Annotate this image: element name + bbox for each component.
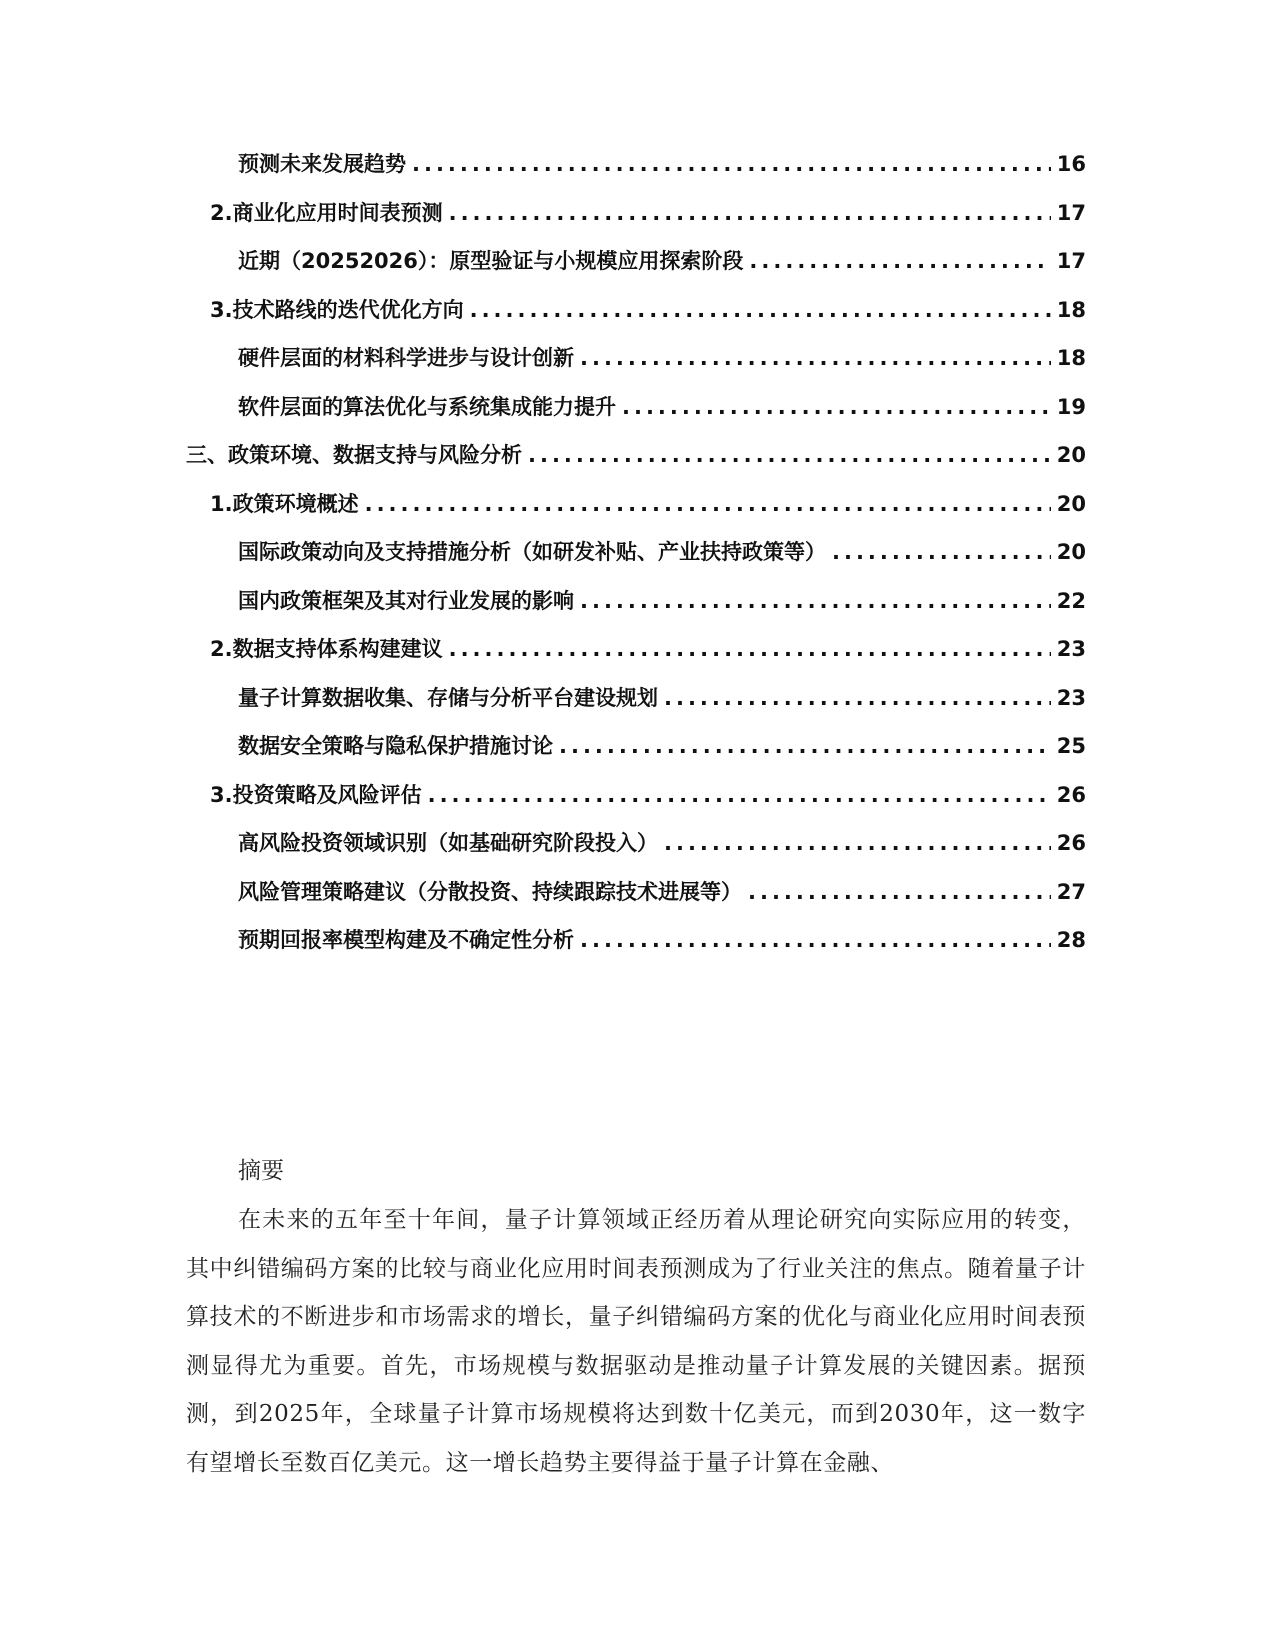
toc-entry-page: 28: [1056, 928, 1086, 952]
toc-entry[interactable]: [186, 528, 1086, 577]
toc-entry-page: 26: [1056, 782, 1086, 807]
toc-entry[interactable]: [186, 916, 1086, 965]
toc-leader-dots: [580, 577, 1051, 626]
toc-leader-dots: [748, 868, 1051, 917]
abstract-section: [186, 1148, 1086, 1487]
toc-entry[interactable]: [186, 237, 1086, 286]
toc-entry-page: 20: [1056, 491, 1086, 516]
toc-leader-dots: [559, 722, 1051, 771]
toc-entry-label: 商业化应用时间表预测: [232, 200, 443, 225]
toc-entry-page: 20: [1056, 443, 1086, 467]
toc-entry-page: 18: [1056, 346, 1086, 370]
toc-leader-dots: [832, 528, 1051, 577]
toc-leader-dots: [528, 431, 1051, 480]
toc-leader-dots: [412, 140, 1051, 189]
toc-entry-page: 20: [1056, 540, 1086, 564]
toc-leader-dots: [749, 237, 1050, 286]
toc-leader-dots: [580, 916, 1051, 965]
toc-entry-label: 投资策略及风险评估: [232, 782, 422, 807]
toc-entry-page: 22: [1056, 588, 1086, 613]
toc-leader-dots: [365, 480, 1051, 529]
toc-entry[interactable]: [186, 722, 1086, 771]
abstract-heading: 摘要: [238, 1158, 284, 1184]
toc-entry[interactable]: [186, 674, 1086, 723]
toc-entry-label: 软件层面的算法优化与系统集成能力提升: [238, 394, 616, 419]
toc-entry-label: 量子计算数据收集、存储与分析平台建设规划: [238, 685, 658, 710]
toc-entry-page: 18: [1056, 297, 1086, 322]
toc-entry[interactable]: [186, 577, 1086, 626]
toc-leader-dots: [449, 189, 1051, 238]
toc-entry-label: 高风险投资领域识别（如基础研究阶段投入）: [238, 831, 658, 855]
toc-entry[interactable]: [186, 819, 1086, 868]
toc-entry-label: 风险管理策略建议（分散投资、持续跟踪技术进展等）: [238, 879, 742, 904]
toc-entry-page: 26: [1056, 831, 1086, 855]
toc-entry-page: 23: [1056, 637, 1086, 661]
toc-entry-label: 政策环境概述: [232, 491, 359, 516]
toc-entry[interactable]: [186, 334, 1086, 383]
toc-entry-number: 2.: [210, 200, 233, 225]
abstract-paragraph: 在未来的五年至十年间，量子计算领域正经历着从理论研究向实际应用的转变，其中纠错编码方案的比较与商业化应用时间表预测成为了行业关注的焦点。随着量子计算技术的不断进步和市场需求的增长，量子纠错编码方案的优化与商业化应用时间表预测显得尤为重要。首先，市场规模与数据驱动是推动量子计算发展的关键因素。据预测，到2025年，全球量子计算市场规模将达到数十亿美元，而到2030年，这一数字有望增长至数百亿美元。这一增长趋势主要得益于量子计算在金融、: [186, 1207, 1086, 1476]
toc-entry[interactable]: [186, 431, 1086, 480]
toc-entry-page: 16: [1056, 152, 1086, 176]
toc-entry-label: 近期（20252026）：原型验证与小规模应用探索阶段: [238, 249, 744, 273]
toc-entry-number: 3.: [210, 782, 233, 807]
toc-entry[interactable]: [186, 868, 1086, 917]
toc-entry-label: 三、政策环境、数据支持与风险分析: [186, 443, 522, 467]
toc-leader-dots: [664, 819, 1051, 868]
toc-leader-dots: [449, 625, 1051, 674]
toc-leader-dots: [622, 383, 1051, 432]
toc-entry-number: 3.: [210, 297, 233, 322]
toc-leader-dots: [428, 771, 1051, 820]
toc-leader-dots: [470, 286, 1051, 335]
toc-entry[interactable]: [186, 383, 1086, 432]
toc-entry[interactable]: [186, 480, 1086, 529]
toc-entry-page: 17: [1056, 200, 1086, 225]
toc-entry[interactable]: [186, 625, 1086, 674]
toc-entry-label: 国内政策框架及其对行业发展的影响: [238, 588, 574, 613]
toc-entry-number: 2.: [210, 637, 233, 661]
toc-entry-label: 预测未来发展趋势: [238, 152, 406, 176]
toc-entry-label: 数据安全策略与隐私保护措施讨论: [238, 734, 553, 758]
table-of-contents: [186, 140, 1086, 965]
toc-entry-page: 23: [1056, 685, 1086, 710]
toc-entry[interactable]: [186, 286, 1086, 335]
toc-entry-label: 数据支持体系构建建议: [232, 637, 443, 661]
toc-entry[interactable]: [186, 140, 1086, 189]
toc-entry[interactable]: [186, 771, 1086, 820]
toc-entry-label: 硬件层面的材料科学进步与设计创新: [238, 346, 574, 370]
toc-entry-label: 预期回报率模型构建及不确定性分析: [238, 928, 574, 952]
toc-entry[interactable]: [186, 189, 1086, 238]
toc-entry-page: 27: [1056, 879, 1086, 904]
toc-entry-page: 25: [1056, 734, 1086, 758]
toc-entry-page: 19: [1056, 394, 1086, 419]
toc-entry-label: 技术路线的迭代优化方向: [232, 297, 464, 322]
toc-entry-label: 国际政策动向及支持措施分析（如研发补贴、产业扶持政策等）: [238, 540, 826, 564]
toc-leader-dots: [664, 674, 1051, 723]
toc-leader-dots: [580, 334, 1051, 383]
toc-entry-number: 1.: [210, 491, 233, 516]
toc-entry-page: 17: [1056, 249, 1086, 273]
